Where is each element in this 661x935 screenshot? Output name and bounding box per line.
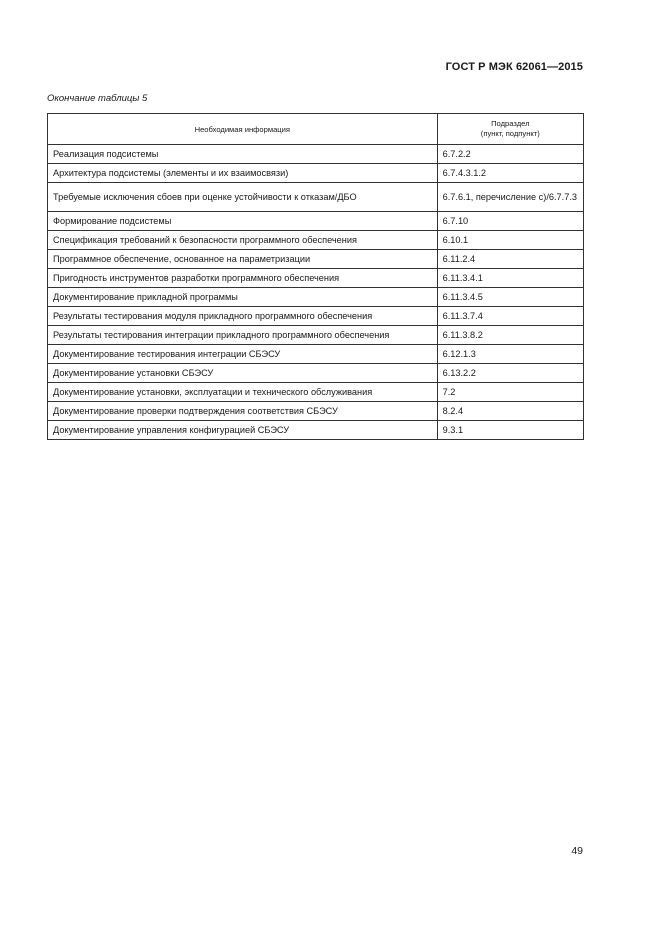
section-cell: 6.11.3.4.5 xyxy=(437,288,583,307)
info-cell: Документирование проверки подтверждения соответствия СБЭСУ xyxy=(48,402,438,421)
table-row xyxy=(48,345,584,364)
info-cell: Архитектура подсистемы (элементы и их взаимосвязи) xyxy=(48,164,438,183)
section-cell: 6.11.3.7.4 xyxy=(437,307,583,326)
section-cell: 6.12.1.3 xyxy=(437,345,583,364)
column-header-info: Необходимая информация xyxy=(48,114,438,145)
info-cell: Документирование установки, эксплуатации и технического обслуживания xyxy=(48,383,438,402)
info-cell: Документирование прикладной программы xyxy=(48,288,438,307)
table-row xyxy=(48,145,584,164)
table-row xyxy=(48,364,584,383)
table-row xyxy=(48,183,584,212)
section-cell: 6.7.2.2 xyxy=(437,145,583,164)
info-cell: Результаты тестирования интеграции прикладного программного обеспечения xyxy=(48,326,438,345)
section-cell: 6.7.4.3.1.2 xyxy=(437,164,583,183)
table-caption: Окончание таблицы 5 xyxy=(47,93,148,104)
info-cell: Формирование подсистемы xyxy=(48,212,438,231)
info-cell: Документирование управления конфигурацией СБЭСУ xyxy=(48,421,438,440)
info-table xyxy=(47,113,584,440)
info-cell: Программное обеспечение, основанное на параметризации xyxy=(48,250,438,269)
table-row xyxy=(48,269,584,288)
table-header-row xyxy=(48,114,584,145)
table-row xyxy=(48,326,584,345)
table-row xyxy=(48,383,584,402)
table-row xyxy=(48,164,584,183)
info-cell: Реализация подсистемы xyxy=(48,145,438,164)
section-cell: 9.3.1 xyxy=(437,421,583,440)
document-header: ГОСТ Р МЭК 62061—2015 xyxy=(445,61,583,73)
info-cell: Требуемые исключения сбоев при оценке устойчивости к отказам/ДБО xyxy=(48,183,438,212)
section-cell: 6.7.6.1, перечисление с)/6.7.7.3 xyxy=(437,183,583,212)
section-cell: 8.2.4 xyxy=(437,402,583,421)
info-cell: Спецификация требований к безопасности программного обеспечения xyxy=(48,231,438,250)
table-row xyxy=(48,231,584,250)
column-header-section: Подраздел (пункт, подпункт) xyxy=(437,114,583,145)
info-cell: Документирование тестирования интеграции СБЭСУ xyxy=(48,345,438,364)
section-cell: 6.10.1 xyxy=(437,231,583,250)
section-cell: 6.13.2.2 xyxy=(437,364,583,383)
section-cell: 6.11.3.4.1 xyxy=(437,269,583,288)
table-row xyxy=(48,288,584,307)
section-cell: 7.2 xyxy=(437,383,583,402)
table-row xyxy=(48,307,584,326)
table-row xyxy=(48,250,584,269)
info-cell: Результаты тестирования модуля прикладного программного обеспечения xyxy=(48,307,438,326)
section-cell: 6.11.2.4 xyxy=(437,250,583,269)
table-row xyxy=(48,212,584,231)
section-cell: 6.11.3.8.2 xyxy=(437,326,583,345)
info-cell: Документирование установки СБЭСУ xyxy=(48,364,438,383)
table-row xyxy=(48,402,584,421)
table-row xyxy=(48,421,584,440)
page-number: 49 xyxy=(571,845,583,857)
info-cell: Пригодность инструментов разработки программного обеспечения xyxy=(48,269,438,288)
section-cell: 6.7.10 xyxy=(437,212,583,231)
